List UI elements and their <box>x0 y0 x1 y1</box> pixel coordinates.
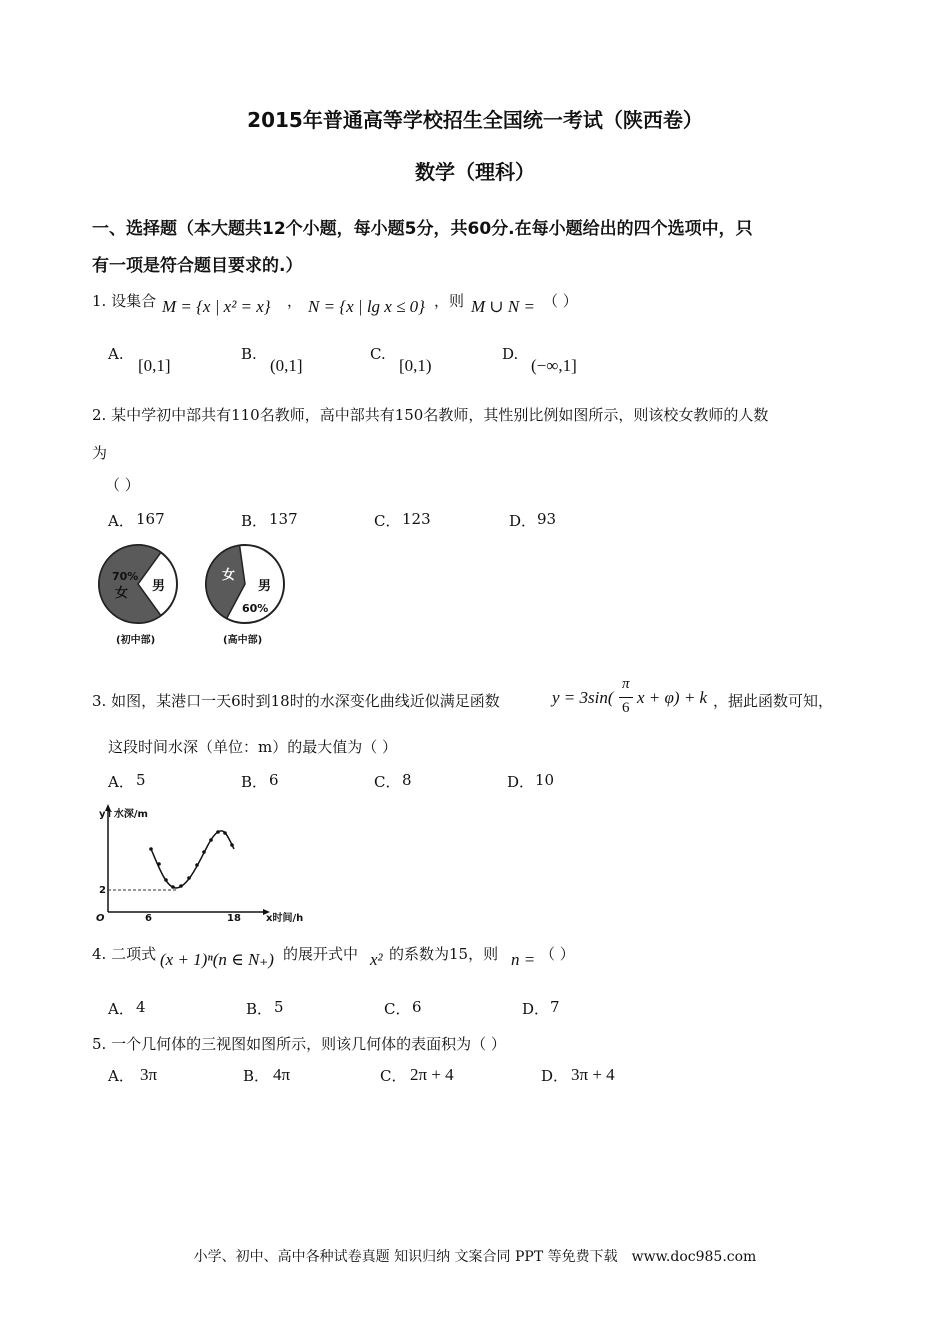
q2-pie-right-female-label: 女 <box>222 568 236 583</box>
page-footer: 小学、初中、高中各种试卷真题 知识归纳 文案合同 PPT 等免费下载 www.doc985.com <box>193 1249 757 1265</box>
q4-option-a-value: 4 <box>136 998 146 1016</box>
page-title: 2015年普通高等学校招生全国统一考试（陕西卷） <box>247 108 703 132</box>
q1-set-m: M = {x | x² = x} <box>162 297 271 316</box>
q1-set-n: N = {x | lg x ≤ 0} <box>308 297 425 316</box>
q3-option-c-letter: C． <box>374 773 401 791</box>
q4-blank: （ ） <box>540 945 575 963</box>
q5-option-c-letter: C． <box>380 1067 407 1085</box>
q2-option-b-value: 137 <box>269 510 298 528</box>
q1-option-a-letter: A. <box>108 345 124 363</box>
q3-curve-points <box>149 830 234 889</box>
q2-option-a-value: 167 <box>136 510 165 528</box>
q5-option-a-letter: A． <box>108 1067 134 1085</box>
q1-comma2: ，则 <box>434 292 465 310</box>
q2-pie-figure <box>90 540 290 652</box>
q2-pie-right-male-label: 男 <box>258 579 272 594</box>
q2-blank: （ ） <box>105 476 140 494</box>
section-heading-line2: 有一项是符合题目要求的.） <box>92 256 303 276</box>
q3-y-axis-label: y↑水深/m <box>99 809 148 820</box>
q1-option-c-value: [0,1) <box>399 356 432 375</box>
q1-expr: M ∪ N = <box>471 297 535 316</box>
q1-option-d-letter: D. <box>502 345 519 363</box>
q1-option-c-letter: C. <box>370 345 386 363</box>
q3-option-a-value: 5 <box>136 771 146 789</box>
q3-x-tick-18: 18 <box>227 913 241 922</box>
q4-option-c-letter: C． <box>384 1000 411 1018</box>
q3-frac-denominator: 6 <box>622 700 630 716</box>
q2-pie-right-percent: 60% <box>242 602 269 615</box>
q4-var: n = <box>511 950 536 969</box>
q4-suffix: 的系数为15，则 <box>389 945 499 963</box>
q2-pie-left-percent: 70% <box>112 570 139 583</box>
q2-pie-left-caption: (初中部) <box>116 635 156 646</box>
q3-frac-numerator: π <box>622 676 630 692</box>
section-heading-line1: 一、选择题（本大题共12个小题，每小题5分，共60分.在每小题给出的四个选项中，只 <box>92 219 753 239</box>
q5-option-b-letter: B． <box>243 1067 270 1085</box>
q3-option-b-letter: B． <box>241 773 268 791</box>
q1-blank: （ ） <box>543 292 578 310</box>
q3-formula-right: x + φ) + k <box>637 688 708 707</box>
q3-x-tick-6: 6 <box>145 913 152 922</box>
q4-term: x² <box>370 950 383 969</box>
q3-depth-graph <box>96 800 306 922</box>
q5-option-b-value: 4π <box>273 1065 291 1084</box>
q3-option-a-letter: A． <box>108 773 134 791</box>
q3-option-b-value: 6 <box>269 771 279 789</box>
q4-mid: 的展开式中 <box>283 945 359 963</box>
page-subtitle: 数学（理科） <box>415 160 535 184</box>
q1-prefix: 1. 设集合 <box>92 292 157 310</box>
q3-option-d-value: 10 <box>535 771 555 789</box>
q2-line1: 2. 某中学初中部共有110名教师，高中部共有150名教师，其性别比例如图所示，则该校女教师的人数 <box>92 406 769 424</box>
q4-option-b-letter: B． <box>246 1000 273 1018</box>
q5-text: 5. 一个几何体的三视图如图所示，则该几何体的表面积为（ ） <box>92 1035 506 1053</box>
q4-option-a-letter: A． <box>108 1000 134 1018</box>
q2-option-d-value: 93 <box>537 510 557 528</box>
q4-option-d-value: 7 <box>550 998 560 1016</box>
q2-option-b-letter: B． <box>241 512 268 530</box>
q3-option-d-letter: D． <box>507 773 535 791</box>
q1-comma1: ， <box>287 292 303 310</box>
q3-frac-bar <box>619 697 633 698</box>
q5-option-c-value: 2π + 4 <box>410 1065 454 1084</box>
q3-y-tick-2: 2 <box>99 885 106 896</box>
q2-option-c-value: 123 <box>402 510 431 528</box>
q1-option-d-value: (−∞,1] <box>531 356 577 375</box>
q3-x-axis-label: x时间/h <box>266 913 304 922</box>
q5-option-d-letter: D． <box>541 1067 569 1085</box>
q2-pie-left-male-label: 男 <box>152 579 166 594</box>
q2-option-d-letter: D． <box>509 512 537 530</box>
q1-option-a-value: [0,1] <box>138 356 171 375</box>
q3-formula-left: y = 3sin( <box>552 688 614 707</box>
q4-prefix: 4. 二项式 <box>92 945 157 963</box>
q4-option-d-letter: D． <box>522 1000 550 1018</box>
q3-line2: 这段时间水深（单位：m）的最大值为（ ） <box>108 738 397 756</box>
q1-option-b-letter: B. <box>241 345 257 363</box>
q2-pie-left-female-label: 女 <box>115 586 129 601</box>
q4-option-b-value: 5 <box>274 998 284 1016</box>
q5-option-d-value: 3π + 4 <box>571 1065 615 1084</box>
q3-suffix: ，据此函数可知， <box>713 692 834 710</box>
q2-pie-right-caption: (高中部) <box>223 635 263 646</box>
q2-option-c-letter: C． <box>374 512 401 530</box>
q2-option-a-letter: A． <box>108 512 134 530</box>
q3-prefix: 3. 如图，某港口一天6时到18时的水深变化曲线近似满足函数 <box>92 692 500 710</box>
q1-option-b-value: (0,1] <box>270 356 303 375</box>
q2-line2: 为 <box>92 444 108 462</box>
q5-option-a-value: 3π <box>140 1065 158 1084</box>
q3-depth-curve <box>151 831 234 888</box>
q4-expr: (x + 1)ⁿ(n ∈ N₊) <box>160 950 274 969</box>
q3-origin-label: O <box>96 913 105 922</box>
q4-option-c-value: 6 <box>412 998 422 1016</box>
q3-option-c-value: 8 <box>402 771 412 789</box>
